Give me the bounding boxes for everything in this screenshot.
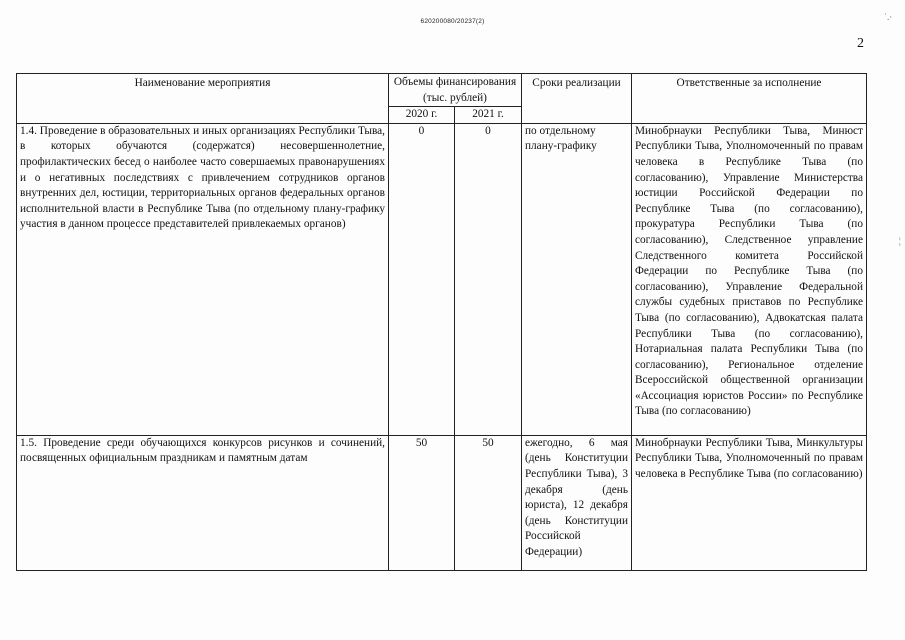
column-header-name: Наименование мероприятия <box>17 74 389 124</box>
responsible-cell: Минобрнауки Республики Тыва, Минюст Республики Тыва, Уполномоченный по правам человека в Республике Тыва (по согласованию), Управление Министерства юстиции Российской Федерации по Республике Тыва (по согласованию), прокуратура Республики Тыва (по согласованию), Следственное управление Следственного комитета Российской Федерации по Республике Тыва (по согласованию), Управление Федеральной службы судебных приставов по Республике Тыва (по согласованию), Адвокатская палата Республики Тыва (по согласованию), Нотариальная палата Республики Тыва (по согласованию), Региональное отделение Всероссийской общественной организации «Ассоциация юристов России» по Республике Тыва (по согласованию) <box>632 123 867 435</box>
column-header-deadlines: Сроки реализации <box>522 74 632 124</box>
document-code: 620200080/20237(2) <box>420 18 485 25</box>
funding-2021-cell: 50 <box>455 435 522 570</box>
scan-artifact-mark: ¦ <box>899 236 901 246</box>
page-number: 2 <box>857 36 864 51</box>
responsible-cell: Минобрнауки Республики Тыва, Минкультуры Республики Тыва, Уполномоченный по правам человека в Республике Тыва (по согласованию) <box>632 435 867 570</box>
funding-2021-cell: 0 <box>455 123 522 435</box>
table-row <box>17 435 867 570</box>
measure-name-cell: 1.5. Проведение среди обучающихся конкурсов рисунков и сочинений, посвященных официальным праздникам и памятным датам <box>17 435 389 570</box>
deadline-cell: по отдельному плану-графику <box>522 123 632 435</box>
column-header-year-2021: 2021 г. <box>455 107 522 124</box>
column-header-responsible: Ответственные за исполнение <box>632 74 867 124</box>
column-header-funding: Объемы финансирования (тыс. рублей) <box>389 74 522 107</box>
funding-2020-cell: 50 <box>389 435 455 570</box>
column-header-year-2020: 2020 г. <box>389 107 455 124</box>
measures-table <box>16 73 867 571</box>
table-row <box>17 123 867 435</box>
measure-name-cell: 1.4. Проведение в образовательных и иных организациях Республики Тыва, в которых обучаются (содержатся) несовершеннолетние, профилактических бесед о наиболее часто совершаемых правонарушениях и о негативных последствиях с привлечением сотрудников органов внутренних дел, юстиции, территориальных органов федеральных органов исполнительной власти в Республике Тыва (по отдельному плану-графику участия в данном процессе представителей привлекаемых органов) <box>17 123 389 435</box>
funding-2020-cell: 0 <box>389 123 455 435</box>
scan-artifact-mark: ˙.· <box>884 12 893 22</box>
table-header-row <box>17 74 867 107</box>
deadline-cell: ежегодно, 6 мая (день Конституции Республики Тыва), 3 декабря (день юриста), 12 декабря (день Конституции Российской Федерации) <box>522 435 632 570</box>
